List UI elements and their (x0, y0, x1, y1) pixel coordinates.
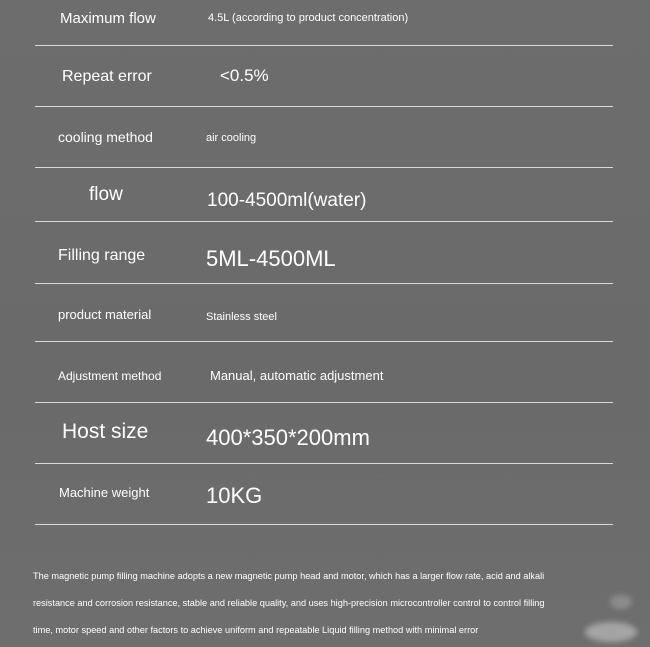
spec-row-maximum-flow (35, 0, 613, 46)
spec-label: product material (58, 307, 152, 322)
spec-value: 4.5L (according to product concentration) (208, 12, 409, 24)
spec-row-filling-range (35, 222, 613, 284)
spec-label: Filling range (58, 247, 146, 264)
spec-label: Adjustment method (58, 369, 162, 383)
description-line: resistance and corrosion resistance, stable and reliable quality, and uses high-precision microcontroller control to control filling (33, 598, 545, 608)
spec-row-repeat-error (35, 46, 613, 107)
description-line: time, motor speed and other factors to achieve uniform and repeatable Liquid filling method with minimal error (33, 625, 479, 635)
spec-value: air cooling (206, 132, 257, 144)
spec-row-cooling-method (35, 107, 613, 168)
spec-value: Manual, automatic adjustment (210, 368, 384, 383)
spec-value: 100-4500ml(water) (207, 190, 367, 211)
spec-label: flow (89, 184, 123, 205)
spec-label: cooling method (58, 129, 153, 145)
spec-value: 10KG (206, 483, 263, 508)
spec-value: 400*350*200mm (206, 425, 370, 450)
spec-label: Host size (62, 420, 149, 443)
spec-label: Maximum flow (60, 10, 156, 27)
spec-row-adjustment-method (35, 342, 613, 403)
spec-label: Machine weight (59, 485, 150, 500)
spec-label: Repeat error (62, 68, 152, 85)
spec-value: <0.5% (220, 66, 269, 85)
spec-row-product-material (35, 284, 613, 342)
spec-row-host-size (35, 403, 613, 464)
spec-value: 5ML-4500ML (206, 246, 336, 271)
description-line: The magnetic pump filling machine adopts a new magnetic pump head and motor, which has a larger flow rate, acid and alkali (33, 571, 545, 581)
watermark-smudge (585, 622, 637, 642)
spec-row-machine-weight (35, 464, 613, 525)
spec-value: Stainless steel (206, 311, 277, 323)
product-description (33, 563, 623, 644)
row-divider (35, 524, 613, 525)
watermark-smudge (610, 595, 632, 609)
spec-row-flow (35, 168, 613, 222)
